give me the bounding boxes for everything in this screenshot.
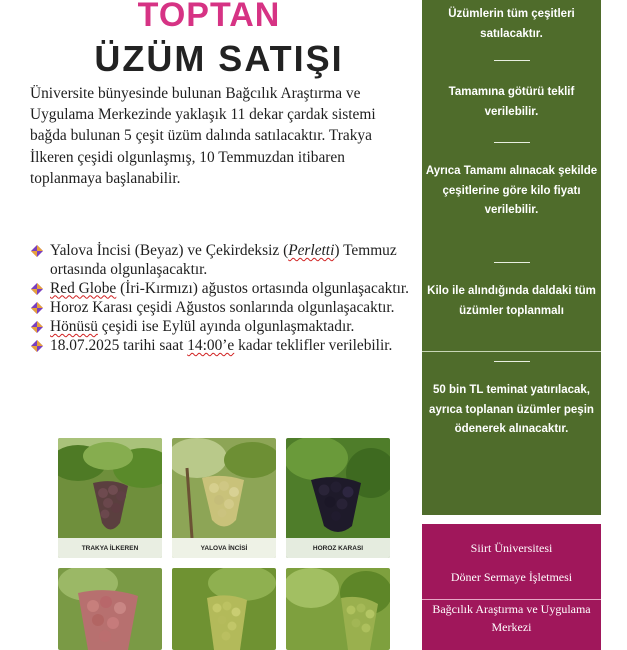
photo-horoz-karasi xyxy=(286,438,390,558)
info-item-harvest-all: Kilo ile alındığında daldaki tüm üzümler toplanmalı xyxy=(427,285,596,317)
honusu-text: Hönüsü xyxy=(50,317,98,335)
photo-red-globe xyxy=(58,568,162,650)
photo-yalova-incisi xyxy=(172,438,276,558)
bullet-icon xyxy=(31,283,43,295)
bullet-list xyxy=(30,242,415,356)
separator-dash xyxy=(494,361,530,362)
title-toptan: TOPTAN xyxy=(137,0,281,34)
title-uzum-satisi: ÜZÜM SATIŞI xyxy=(94,38,344,79)
info-item-deposit: 50 bin TL teminat yatırılacak, ayrıca toplanan üzümler peşin ödenerek alınacaktır. xyxy=(429,384,594,435)
separator-dash xyxy=(494,142,530,143)
institution-box xyxy=(422,524,601,650)
bullet-item-redglobe xyxy=(30,280,415,299)
grape-photo-collage xyxy=(55,438,391,650)
photo-label: TRAKYA İLKEREN xyxy=(81,545,139,552)
info-item-kilo-price: Ayrıca Tamamı alınacak şekilde çeşitlerine göre kilo fiyatı verilebilir. xyxy=(425,165,598,216)
institution-university: Siirt Üniversitesi xyxy=(470,541,553,555)
bullet-item-deadline xyxy=(30,337,415,356)
info-item-all-varieties: Üzümlerin tüm çeşitleri satılacaktır. xyxy=(448,8,575,40)
bullet-icon xyxy=(31,245,43,257)
separator-line xyxy=(422,351,601,352)
deadline-time: 14:00’e xyxy=(187,336,235,354)
bullet-icon xyxy=(31,302,43,314)
redglobe-text: Red Globe xyxy=(50,279,117,297)
separator-dash xyxy=(494,262,530,263)
intro-paragraph: Üniversite bünyesinde bulunan Bağcılık Araştırma ve Uygulama Merkezinde yaklaşık 11 dekar çardak sistemi bağda bulunan 5 çeşit üzüm dalında satılacaktır. Trakya İlkeren çeşidi olgunlaşmış, 10 Temmuzdan itibaren toplanmaya başlanabilir. xyxy=(30,85,376,187)
institution-center: Bağcılık Araştırma ve Uygulama Merkezi xyxy=(432,602,591,634)
institution-department: Döner Sermaye İşletmesi xyxy=(450,570,573,584)
bullet-text: çeşidi ise Eylül ayında olgunlaşmaktadır. xyxy=(97,317,355,335)
bullet-item-honusu xyxy=(30,318,415,337)
bullet-text: 18.07.2025 tarihi saat xyxy=(50,336,188,354)
bullet-item-yalova xyxy=(30,242,415,279)
photo-trakya-ilkeren xyxy=(58,438,162,558)
photo-label: HOROZ KARASI xyxy=(312,545,364,552)
perletti-text: Perletti xyxy=(288,242,335,259)
bullet-text: Horoz Karası çeşidi Ağustos sonlarında olgunlaşacaktır. xyxy=(50,298,395,316)
photo-honusu xyxy=(286,568,390,650)
photo-perletti xyxy=(172,568,276,650)
photo-label: YALOVA İNCİSİ xyxy=(200,545,248,552)
bullet-item-horoz xyxy=(30,299,415,318)
info-panel-green xyxy=(422,0,601,515)
bullet-icon xyxy=(31,340,43,352)
bullet-text: kadar teklifler verilebilir. xyxy=(234,336,393,354)
separator-dash xyxy=(494,60,530,61)
bullet-text: Yalova İncisi (Beyaz) ve Çekirdeksiz ( xyxy=(50,242,289,259)
info-item-lump-sum-offer: Tamamına götürü teklif verilebilir. xyxy=(448,86,575,118)
bullet-text: ) Temmuz ortasında olgunlaşacaktır. xyxy=(50,242,397,278)
bullet-icon xyxy=(31,321,43,333)
bullet-text: (İri-Kırmızı) ağustos ortasında olgunlaşacaktır. xyxy=(116,279,410,297)
